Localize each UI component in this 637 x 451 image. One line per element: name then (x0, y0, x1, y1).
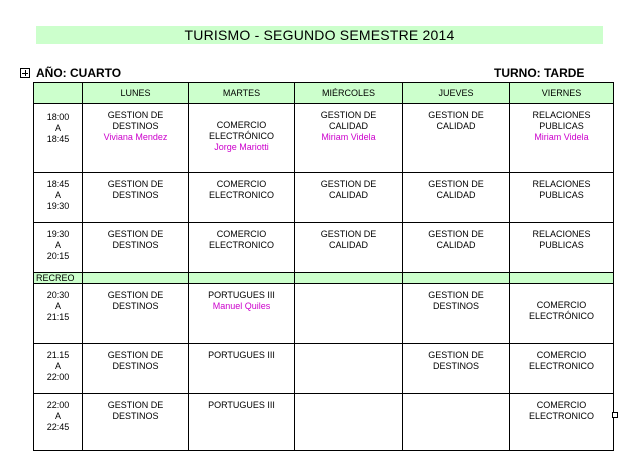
class-cell: GESTION DE CALIDAD Miriam Videla (295, 104, 403, 173)
class-cell: COMERCIO ELECTRONICO (510, 394, 614, 451)
class-cell: COMERCIO ELECTRÓNICO (510, 284, 614, 344)
day-header: MIÉRCOLES (295, 83, 403, 104)
class-cell: GESTION DE CALIDAD (295, 223, 403, 273)
professor-name: Miriam Videla (534, 132, 589, 142)
professor-name: Miriam Videla (321, 132, 376, 142)
year-label: AÑO: CUARTO (36, 66, 122, 80)
class-cell: GESTION DE DESTINOS (83, 223, 189, 273)
class-cell: GESTION DE CALIDAD (403, 223, 510, 273)
class-cell: RELACIONES PUBLICAS Miriam Videla (510, 104, 614, 173)
class-cell: PORTUGUES III Manuel Quiles (189, 284, 295, 344)
class-cell: RELACIONES PUBLICAS (510, 223, 614, 273)
resize-handle-icon[interactable] (612, 412, 618, 418)
class-cell: GESTION DE CALIDAD (403, 173, 510, 223)
class-cell: RELACIONES PUBLICAS (510, 173, 614, 223)
class-cell: COMERCIO ELECTRONICO (189, 173, 295, 223)
class-cell: PORTUGUES III (189, 344, 295, 394)
time-cell: 18:00 A 18:45 (34, 104, 83, 173)
professor-name: Jorge Mariotti (214, 142, 269, 152)
schedule-table (33, 82, 614, 451)
class-cell: COMERCIO ELECTRONICO (189, 223, 295, 273)
class-cell: GESTION DE CALIDAD (403, 104, 510, 173)
table-row (34, 223, 614, 273)
time-cell: 18:45 A 19:30 (34, 173, 83, 223)
corner-cell (34, 83, 83, 104)
table-row (34, 394, 614, 451)
time-cell: 22:00 A 22:45 (34, 394, 83, 451)
class-cell: GESTION DE DESTINOS (403, 344, 510, 394)
class-cell: PORTUGUES III (189, 394, 295, 451)
time-cell: 20:30 A 21:15 (34, 284, 83, 344)
class-cell (295, 394, 403, 451)
day-header: JUEVES (403, 83, 510, 104)
class-cell: GESTION DE DESTINOS (83, 394, 189, 451)
class-cell: GESTION DE DESTINOS Viviana Mendez (83, 104, 189, 173)
table-row (34, 284, 614, 344)
professor-name: Viviana Mendez (103, 132, 168, 142)
class-cell (403, 394, 510, 451)
table-row (34, 104, 614, 173)
table-row (34, 344, 614, 394)
time-cell: 21.15 A 22:00 (34, 344, 83, 394)
class-cell: COMERCIO ELECTRÓNICO Jorge Mariotti (189, 104, 295, 173)
class-cell: GESTION DE DESTINOS (83, 284, 189, 344)
day-header: LUNES (83, 83, 189, 104)
table-row (34, 173, 614, 223)
plus-box-icon[interactable] (20, 68, 30, 78)
page-title: TURISMO - SEGUNDO SEMESTRE 2014 (36, 26, 603, 44)
recreo-row (34, 273, 614, 284)
class-cell: GESTION DE DESTINOS (83, 173, 189, 223)
class-cell (295, 344, 403, 394)
professor-name: Manuel Quiles (212, 301, 271, 311)
class-cell (295, 284, 403, 344)
day-header: MARTES (189, 83, 295, 104)
class-cell: GESTION DE CALIDAD (295, 173, 403, 223)
day-header: VIERNES (510, 83, 614, 104)
header-row (34, 83, 614, 104)
class-cell: COMERCIO ELECTRONICO (510, 344, 614, 394)
time-cell: 19:30 A 20:15 (34, 223, 83, 273)
class-cell: GESTION DE DESTINOS (403, 284, 510, 344)
class-cell: GESTION DE DESTINOS (83, 344, 189, 394)
recreo-label: RECREO (34, 273, 83, 284)
shift-label: TURNO: TARDE (494, 66, 585, 80)
